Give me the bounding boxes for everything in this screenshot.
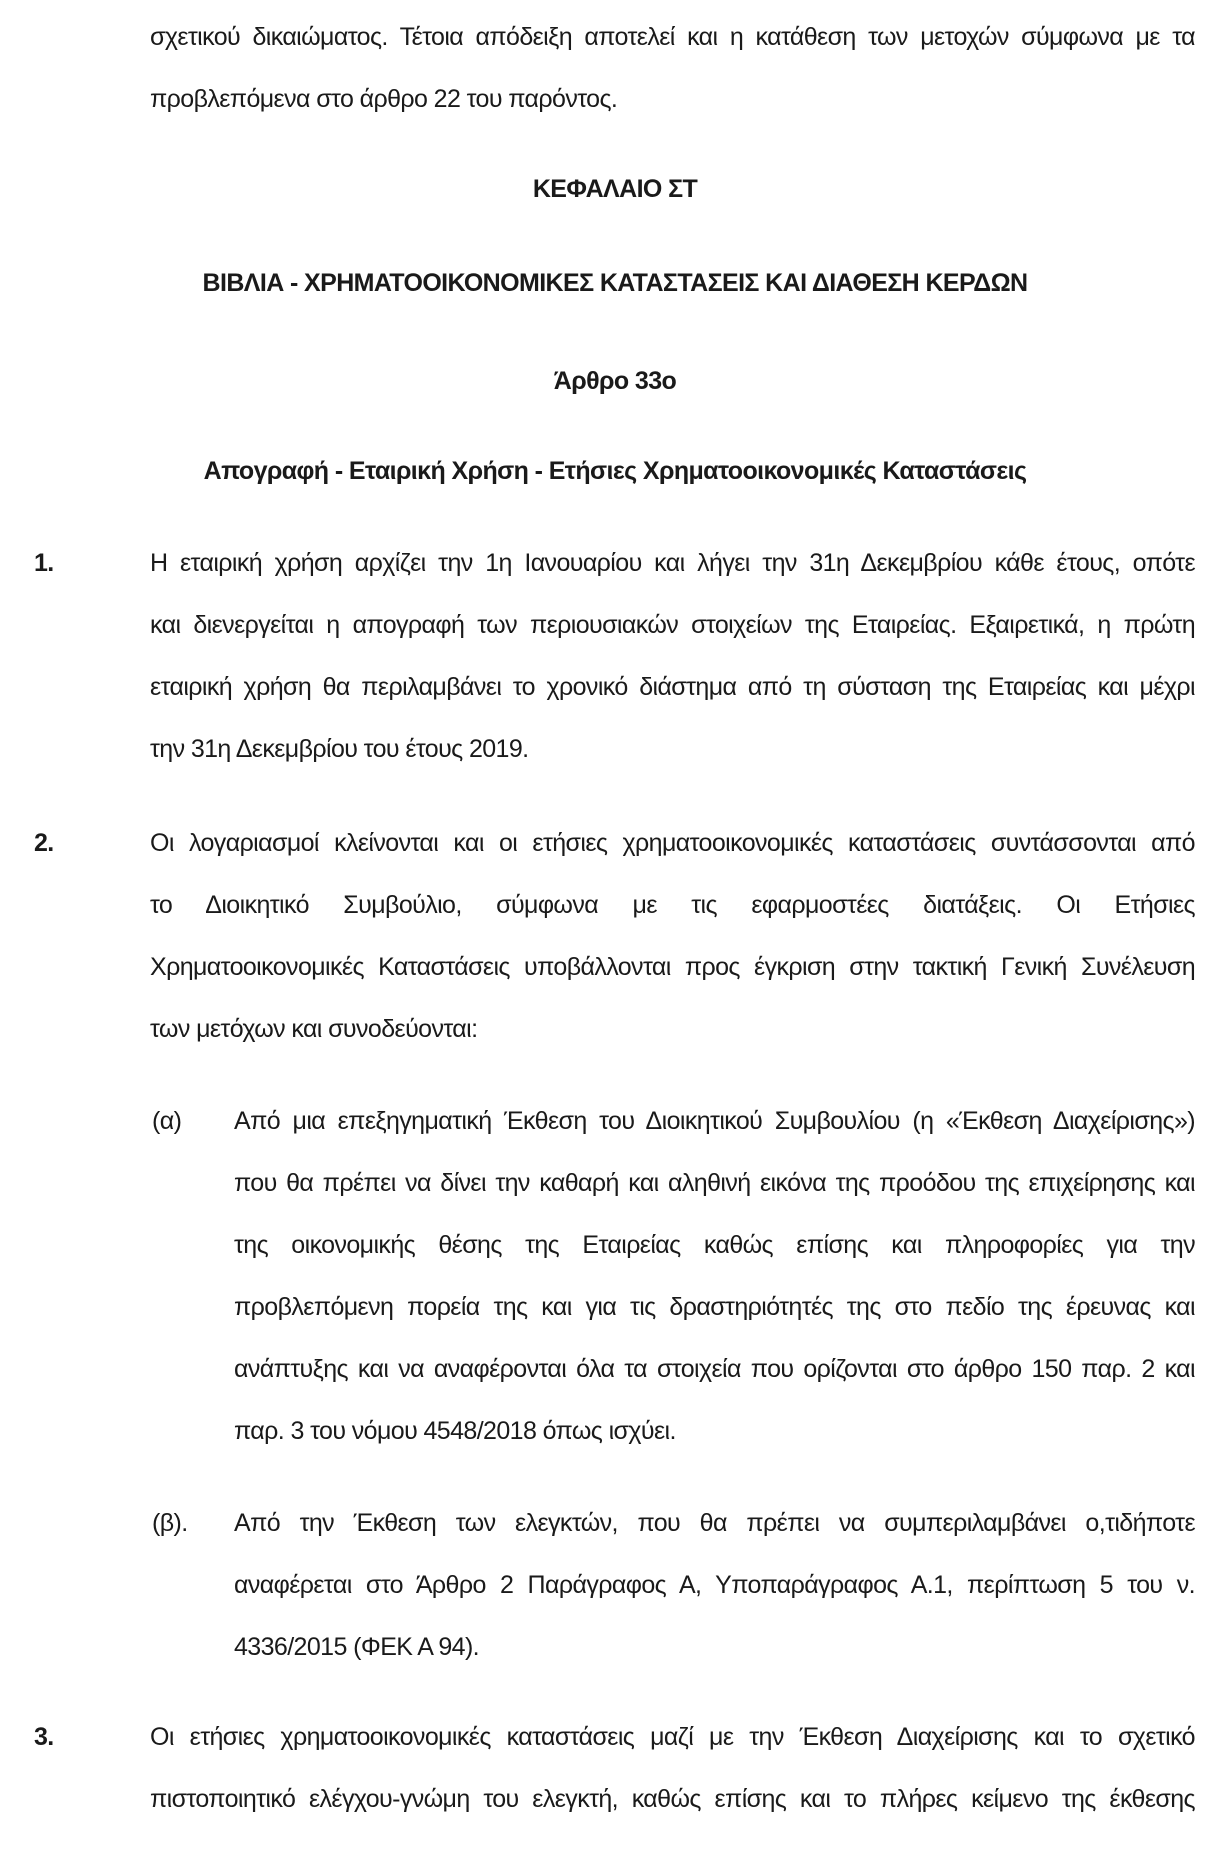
paragraph-number: 2. <box>34 829 54 857</box>
intro-line: σχετικού δικαιώματος. Τέτοια απόδειξη αποτελεί και η κατάθεση των μετοχών σύμφωνα με τα <box>150 23 1195 51</box>
paragraph-line: το Διοικητικό Συμβούλιο, σύμφωνα με τις εφαρμοστέες διατάξεις. Οι Ετήσιες <box>150 891 1195 919</box>
chapter-subtitle: ΒΙΒΛΙΑ - ΧΡΗΜΑΤΟΟΙΚΟΝΟΜΙΚΕΣ ΚΑΤΑΣΤΑΣΕΙΣ ΚΑΙ ΔΙΑΘΕΣΗ ΚΕΡΔΩΝ <box>202 269 1028 297</box>
item-label: (α) <box>152 1107 182 1135</box>
intro-line: προβλεπόμενα στο άρθρο 22 του παρόντος. <box>150 85 618 113</box>
item-line: της οικονομικής θέσης της Εταιρείας καθώς επίσης και πληροφορίες για την <box>234 1231 1195 1259</box>
paragraph-line: Οι λογαριασμοί κλείνονται και οι ετήσιες χρηματοοικονομικές καταστάσεις συντάσσονται από <box>150 829 1195 857</box>
paragraph-line: Οι ετήσιες χρηματοοικονομικές καταστάσεις μαζί με την Έκθεση Διαχείρισης και το σχετικό <box>150 1723 1195 1751</box>
item-line: Από μια επεξηγηματική Έκθεση του Διοικητικού Συμβουλίου (η «Έκθεση Διαχείρισης») <box>234 1107 1195 1135</box>
paragraph-number: 1. <box>34 549 54 577</box>
item-label: (β). <box>152 1509 188 1537</box>
paragraph-line: Η εταιρική χρήση αρχίζει την 1η Ιανουαρίου και λήγει την 31η Δεκεμβρίου κάθε έτους, οπότε <box>150 549 1195 577</box>
paragraph-line: πιστοποιητικό ελέγχου-γνώμη του ελεγκτή, καθώς επίσης και το πλήρες κείμενο της έκθεσης <box>150 1785 1195 1813</box>
item-line: παρ. 3 του νόμου 4548/2018 όπως ισχύει. <box>234 1417 676 1445</box>
article-title: Απογραφή - Εταιρική Χρήση - Ετήσιες Χρηματοοικονομικές Καταστάσεις <box>203 457 1027 485</box>
item-line: που θα πρέπει να δίνει την καθαρή και αληθινή εικόνα της προόδου της επιχείρησης και <box>234 1169 1195 1197</box>
paragraph-line: των μετόχων και συνοδεύονται: <box>150 1015 478 1043</box>
chapter-title: ΚΕΦΑΛΑΙΟ ΣΤ <box>532 175 698 203</box>
article-number: Άρθρο 33ο <box>553 367 677 395</box>
paragraph-line: την 31η Δεκεμβρίου του έτους 2019. <box>150 735 529 763</box>
paragraph-line: και διενεργείται η απογραφή των περιουσιακών στοιχείων της Εταιρείας. Εξαιρετικά, η πρώτη <box>150 611 1195 639</box>
item-line: 4336/2015 (ΦΕΚ Α 94). <box>234 1633 480 1661</box>
paragraph-line: εταιρική χρήση θα περιλαμβάνει το χρονικό διάστημα από τη σύσταση της Εταιρείας και μέχρι <box>150 673 1195 701</box>
item-line: αναφέρεται στο Άρθρο 2 Παράγραφος Α, Υποπαράγραφος Α.1, περίπτωση 5 του ν. <box>234 1571 1195 1599</box>
item-line: προβλεπόμενη πορεία της και για τις δραστηριότητές της στο πεδίο της έρευνας και <box>234 1293 1195 1321</box>
item-line: ανάπτυξης και να αναφέρονται όλα τα στοιχεία που ορίζονται στο άρθρο 150 παρ. 2 και <box>234 1355 1195 1383</box>
item-line: Από την Έκθεση των ελεγκτών, που θα πρέπει να συμπεριλαμβάνει ο,τιδήποτε <box>234 1509 1195 1537</box>
paragraph-line: Χρηματοοικονομικές Καταστάσεις υποβάλλονται προς έγκριση στην τακτική Γενική Συνέλευση <box>150 953 1195 981</box>
paragraph-number: 3. <box>34 1723 54 1751</box>
